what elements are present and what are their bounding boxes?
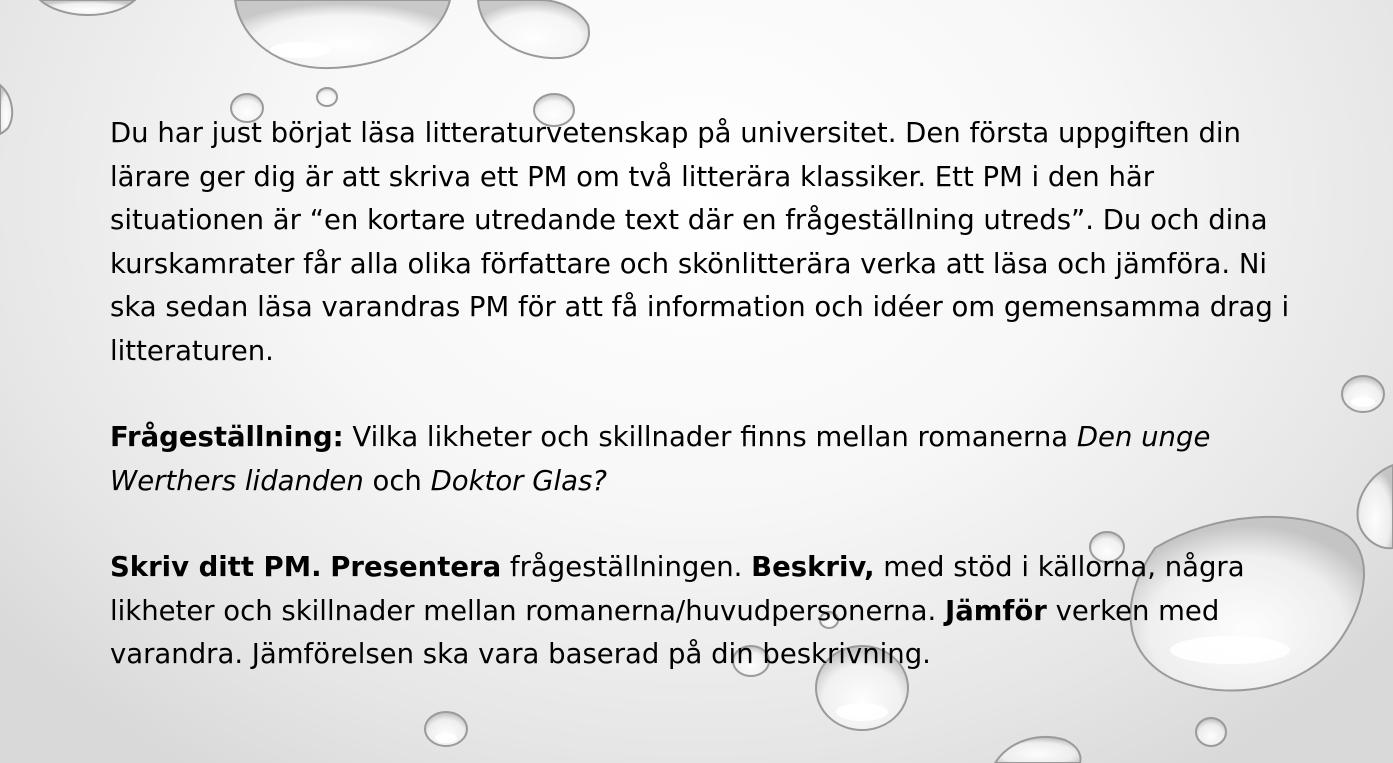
task-describe: Beskriv, [751,551,875,583]
question-text: Vilka likheter och skillnader finns mellan romanerna [343,421,1077,453]
question-connector: och [363,464,431,497]
novel-title-werther: Den unge Werthers lidanden [110,421,1211,497]
task-present: Presentera [330,551,502,583]
task-present-text: frågeställningen. [501,551,752,583]
question-paragraph [110,416,1300,503]
task-space [322,551,331,583]
task-paragraph [110,546,1300,677]
task-describe-text: med stöd i källorna, några likheter och skillnader mellan romanerna/huvudpersonerna. [110,551,1245,627]
novel-title-doktor-glas: Doktor Glas? [430,464,607,497]
question-label: Frågeställning: [110,421,344,453]
task-write: Skriv ditt PM. [110,551,322,583]
intro-paragraph: Du har just börjat läsa litteraturvetenskap på universitet. Den första uppgiften din lärare ger dig är att skriva ett PM om två litterära klassiker. Ett PM i den här situationen är “en kortare utredande text där en frågeställning utreds”. Du och dina kurskamrater får alla olika författare och skönlitterära verka att läsa och jämföra. Ni ska sedan läsa varandras PM för att få information och idéer om gemensamma drag i litteraturen. [110,117,1290,367]
task-compare: Jämför [944,594,1047,627]
task-compare-text: verken med varandra. Jämförelsen ska vara baserad på din beskrivning. [110,594,1220,670]
slide-body [110,112,1300,677]
